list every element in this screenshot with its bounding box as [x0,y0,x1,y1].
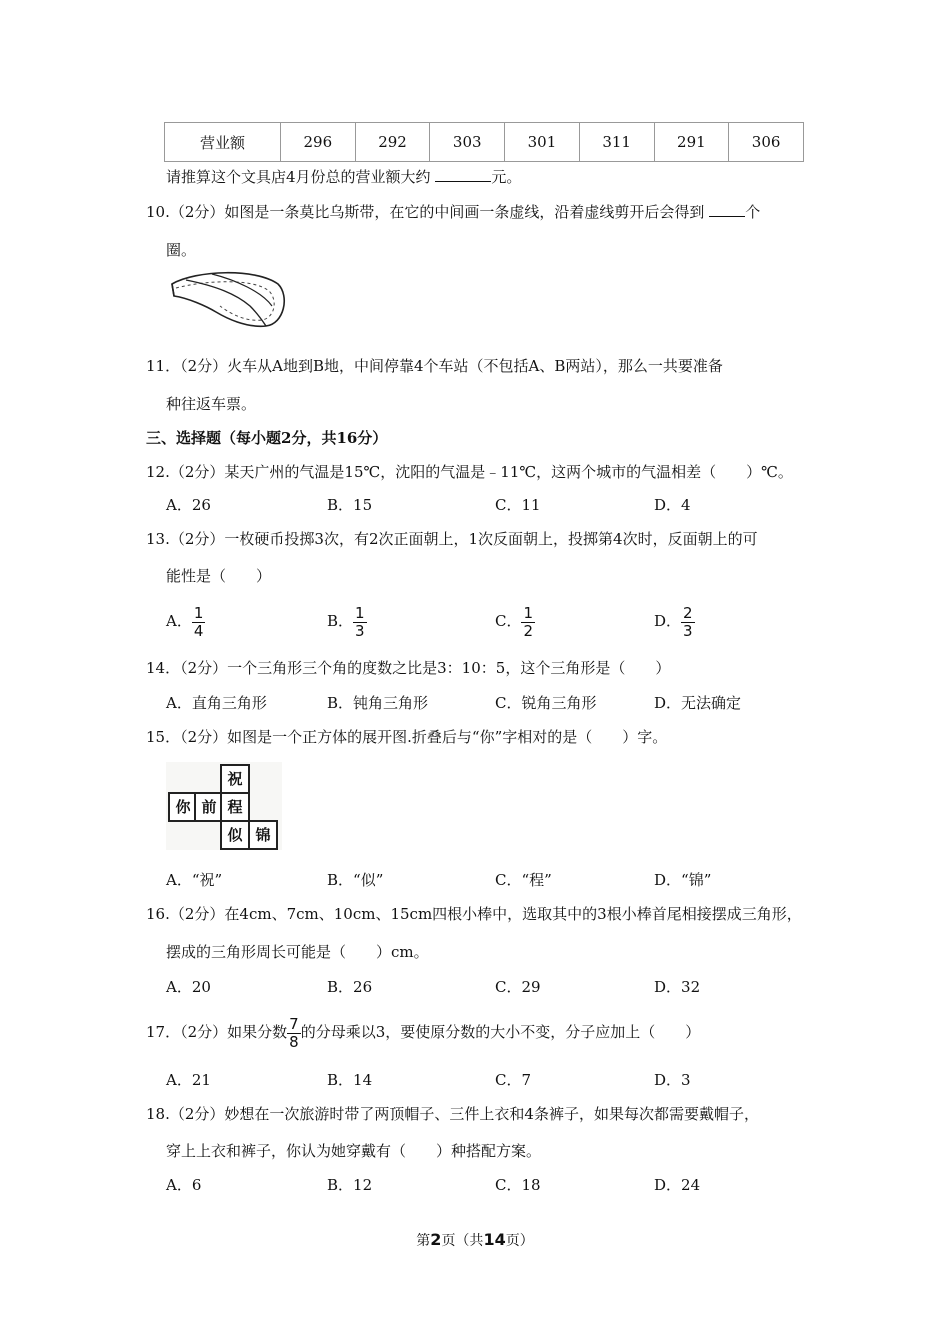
question-18-line2: 穿上上衣和裤子，你认为她穿戴有（ ）种搭配方案。 [166,1142,542,1160]
question-score: （2分） [180,357,228,375]
table-cell: 296 [280,123,355,162]
net-cell: 锦 [248,820,278,850]
option-d[interactable]: D．“锦” [654,871,712,889]
option-c[interactable]: C．11 [495,496,541,514]
option-d[interactable]: D．4 [654,496,691,514]
question-13-line2: 能性是（ ） [166,567,272,585]
question-11 [146,356,723,376]
page-footer: 第2页（共14页） [416,1230,534,1249]
question-number: 10. [146,203,170,221]
question-text: 火车从A地到B地，中间停靠4个车站（不包括A、B两站），那么一共要准备 [227,357,723,375]
question-text: 在4cm、7cm、10cm、15cm四根小棒中，选取其中的3根小棒首尾相接摆成三角形， [224,905,802,923]
option-c[interactable]: C．“程” [495,871,552,889]
question-score: （2分） [169,203,225,221]
question-13 [146,529,758,549]
question-score: （2分） [169,1105,225,1123]
option-b[interactable]: B． $\frac{1}{3}$ [327,603,365,640]
option-b[interactable]: B．钝角三角形 [327,694,429,712]
section-title: 三、选择题（每小题2分，共16分） [146,429,388,447]
option-a[interactable]: A．“祝” [166,871,223,889]
net-cell: 你 [168,792,198,822]
net-cell: 程 [220,792,250,822]
option-d[interactable]: D．24 [654,1176,701,1194]
question-17 [146,1012,700,1052]
option-a[interactable]: A．21 [166,1071,211,1089]
question-number: 12. [146,463,170,481]
option-c[interactable]: C．锐角三角形 [495,694,597,712]
fraction: $\frac{1}{3}$ [355,603,365,640]
net-cell: 前 [194,792,224,822]
question-text: 一个三角形三个角的度数之比是3：10：5，这个三角形是（ ） [227,659,671,677]
table-cell: 311 [579,123,654,162]
question-score: （2分） [169,463,225,481]
question-number: 11． [146,357,181,375]
q9-tail-line [166,167,521,187]
fraction: $\frac{2}{3}$ [683,603,693,640]
question-text-after: 个 [745,203,761,221]
question-score: （2分） [180,659,228,677]
option-a[interactable]: A． $\frac{1}{4}$ [166,603,204,640]
option-a[interactable]: A．26 [166,496,211,514]
question-text: 一枚硬币投掷3次，有2次正面朝上，1次反面朝上，投掷第4次时，反面朝上的可 [224,530,758,548]
table-cell: 292 [355,123,430,162]
fraction: $\frac{7}{8}$ [289,1014,299,1051]
question-number: 18. [146,1105,170,1123]
fraction: $\frac{1}{4}$ [193,603,204,640]
question-text: 如图是一个正方体的展开图.折叠后与“你”字相对的是（ ）字。 [227,728,668,746]
q9-text: 请推算这个文具店4月份总的营业额大约 [166,168,431,186]
option-c[interactable]: C．7 [495,1071,532,1089]
mobius-strip-figure [166,266,288,332]
table-cell: 303 [430,123,505,162]
option-b[interactable]: B．12 [327,1176,373,1194]
question-text-after: 的分母乘以3，要使原分数的大小不变，分子应加上（ ） [300,1023,701,1041]
question-10-line2: 圈。 [166,241,197,259]
table-cell: 301 [505,123,580,162]
question-number: 14． [146,659,181,677]
page-total: 14 [483,1230,506,1249]
table-row [165,123,804,162]
option-a[interactable]: A．6 [166,1176,202,1194]
question-text: 妙想在一次旅游时带了两顶帽子、三件上衣和4条裤子，如果每次都需要戴帽子， [224,1105,759,1123]
question-text: 如图是一条莫比乌斯带，在它的中间画一条虚线，沿着虚线剪开后会得到 [224,203,705,221]
option-c[interactable]: C．18 [495,1176,541,1194]
question-16-line2: 摆成的三角形周长可能是（ ）cm。 [166,943,429,961]
q9-text-after: 元。 [491,168,522,186]
cube-net-figure [166,762,282,850]
option-a[interactable]: A．直角三角形 [166,694,267,712]
fraction: $\frac{1}{2}$ [523,603,534,640]
question-14 [146,658,670,678]
option-b[interactable]: B．14 [327,1071,373,1089]
question-16 [146,904,802,924]
question-text: 某天广州的气温是15℃，沈阳的气温是﹣11℃，这两个城市的气温相差（ ）℃。 [224,463,793,481]
question-number: 13. [146,530,170,548]
question-18 [146,1104,759,1124]
answer-blank [435,167,491,182]
option-d[interactable]: D．3 [654,1071,691,1089]
question-11-line2: 种往返车票。 [166,395,257,413]
table-header-cell: 营业额 [165,123,281,162]
option-c[interactable]: C． $\frac{1}{2}$ [495,603,534,640]
table-cell: 291 [654,123,729,162]
option-d[interactable]: D．32 [654,978,701,996]
page-number: 2 [430,1230,442,1249]
question-score: （2分） [169,905,225,923]
answer-blank [709,202,745,217]
net-cell: 似 [220,820,250,850]
question-score: （2分） [180,728,228,746]
question-score: （2分） [180,1023,228,1041]
question-score: （2分） [169,530,225,548]
question-number: 17． [146,1023,181,1041]
table-cell: 306 [729,123,804,162]
question-number: 15． [146,728,181,746]
question-number: 16. [146,905,170,923]
option-b[interactable]: B．15 [327,496,373,514]
net-cell: 祝 [220,764,250,794]
question-10 [146,202,760,222]
option-c[interactable]: C．29 [495,978,541,996]
sales-table [164,122,804,162]
question-text: 如果分数 [227,1023,288,1041]
question-12 [146,462,793,482]
question-15 [146,727,667,747]
option-d[interactable]: D．无法确定 [654,694,742,712]
option-a[interactable]: A．20 [166,978,211,996]
option-d[interactable]: D． $\frac{2}{3}$ [654,603,693,640]
option-b[interactable]: B．26 [327,978,373,996]
option-b[interactable]: B．“似” [327,871,384,889]
